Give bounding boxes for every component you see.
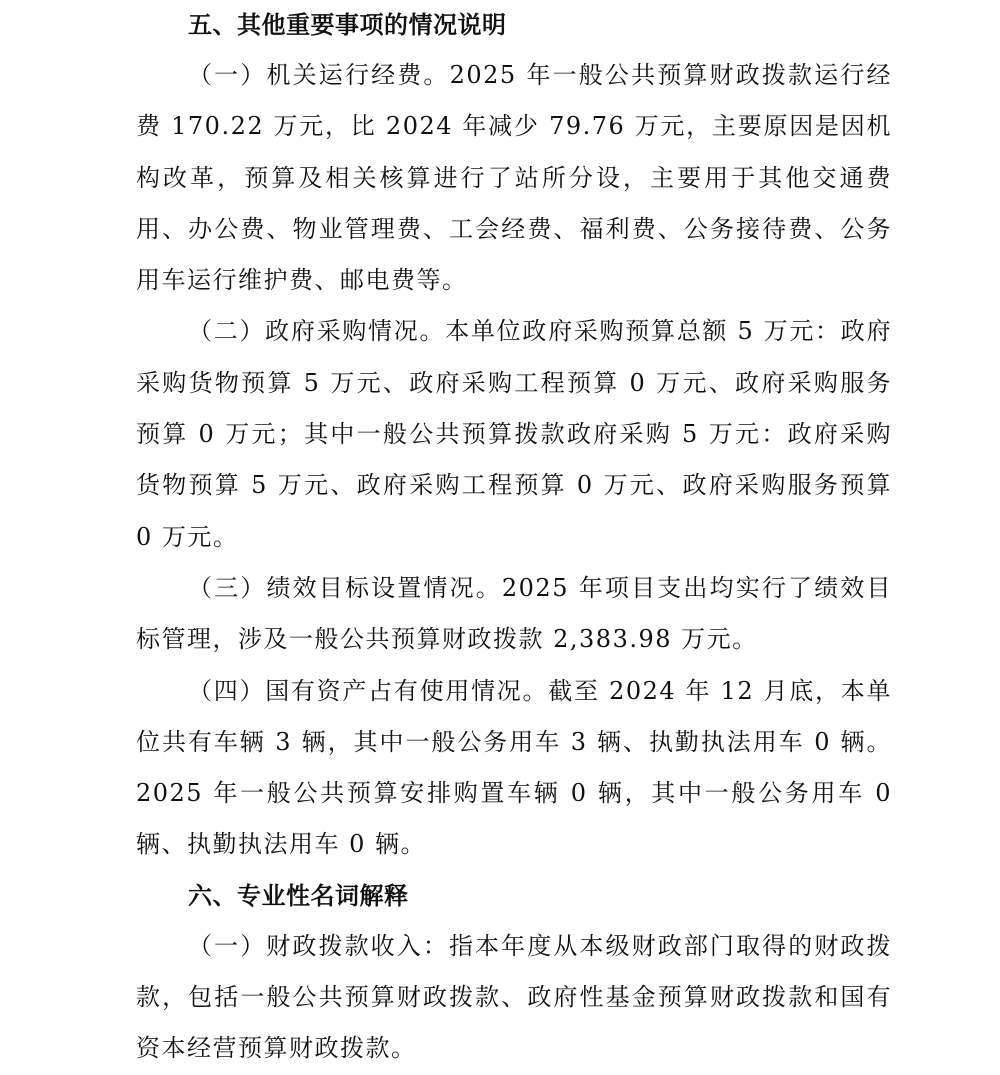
section-heading-other-matters: 五、其他重要事项的情况说明 [188,11,507,39]
paragraph-body: 2025 年一般公共预算财政拨款运行经费 170.22 万元，比 2024 年减少 79.76 万元，主要原因是因机构改革，预算及相关核算进行了站所分设，主要用于其他交通费用、办公费、物业管理费、工会经费、福利费、公务接待费、公务用车运行维护费、邮电费等。 [136,61,892,295]
paragraph-body: 截至 2024 年 12 月底，本单位共有车辆 3 辆，其中一般公务用车 3 辆、执勤执法用车 0 辆。2025 年一般公共预算安排购置车辆 0 辆，其中一般公务用车 0 辆、执勤执法用车 0 辆。 [136,676,892,859]
paragraph-body: 指本年度从本级财政部门取得的财政拨款，包括一般公共预算财政拨款、政府性基金预算财政拨款和国有资本经营预算财政拨款。 [136,931,893,1063]
paragraph-lead: （三）绩效目标设置情况。 [188,573,502,602]
paragraph-performance-targets [136,563,892,666]
section-heading-glossary: 六、专业性名词解释 [188,881,409,910]
paragraph-body: 本单位政府采购预算总额 5 万元：政府采购货物预算 5 万元、政府采购工程预算 0 万元、政府采购服务预算 0 万元；其中一般公共预算拨款政府采购 5 万元：政府采购货物预算 5 万元、政府采购工程预算 0 万元、政府采购服务预算 0 万元。 [136,317,893,551]
paragraph-body: 2025 年项目支出均实行了绩效目标管理，涉及一般公共预算财政拨款 2,383.98 万元。 [136,573,892,654]
document-page [136,0,892,1075]
paragraph-lead: （二）政府采购情况。 [188,317,446,346]
paragraph-lead: （一）财政拨款收入： [188,931,449,960]
paragraph-lead: （一）机关运行经费。 [188,61,450,89]
paragraph-fiscal-appropriation-income [136,921,892,1075]
paragraph-state-assets [136,666,892,871]
paragraph-lead: （四）国有资产占有使用情况。 [188,676,549,705]
paragraph-government-procurement [136,306,892,562]
paragraph-operating-expenses [136,50,892,306]
